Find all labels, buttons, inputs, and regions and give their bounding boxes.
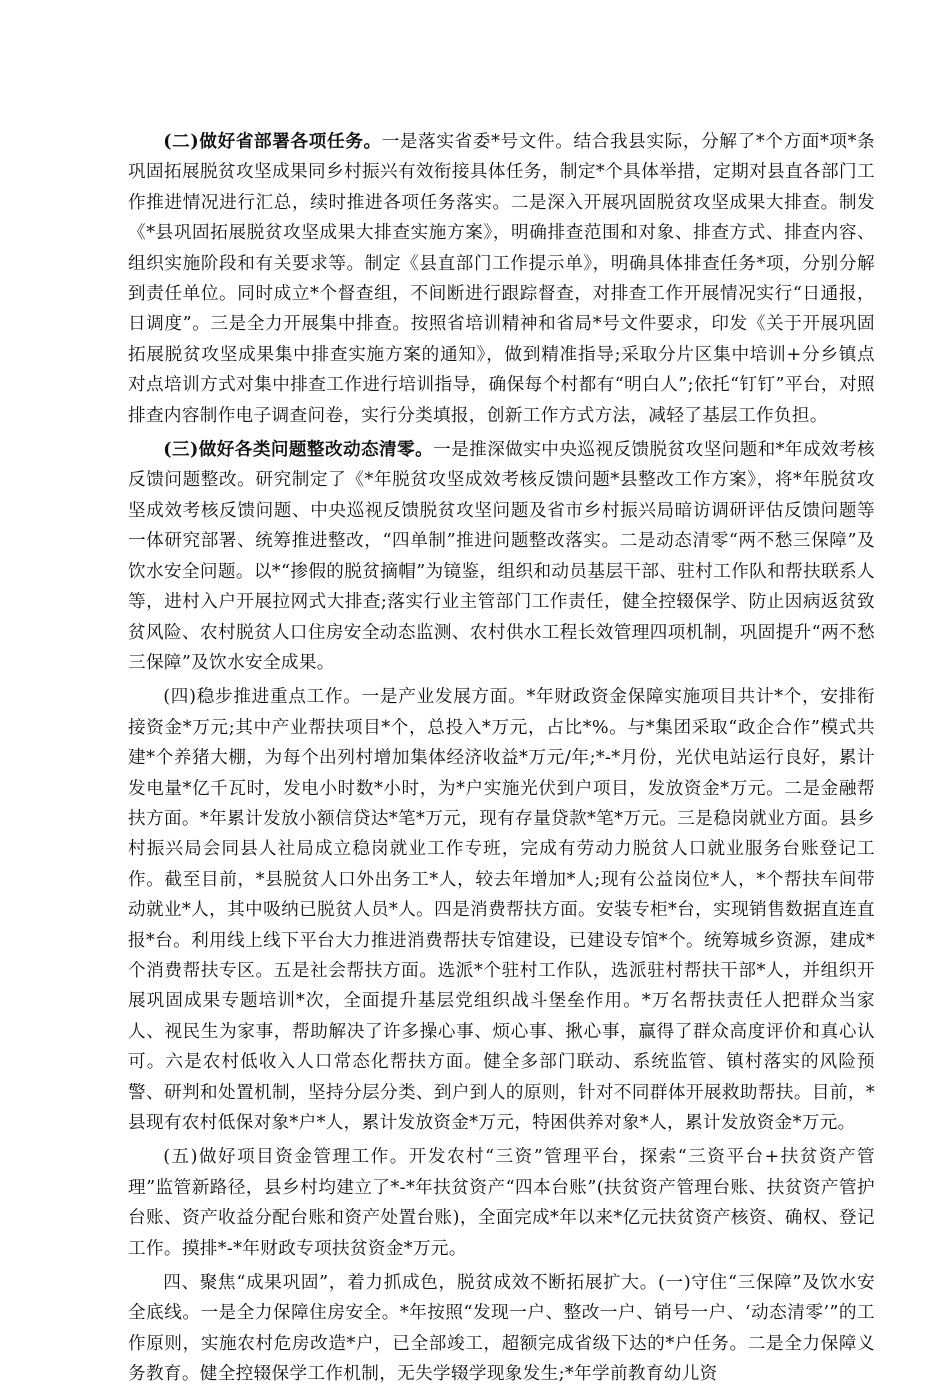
paragraph-heading: (三)做好各类问题整改动态清零。 (163, 439, 434, 461)
paragraph-text: (四)稳步推进重点工作。一是产业发展方面。*年财政资金保障实施项目共计*个，安排衔接资金*万元;其中产业帮扶项目*个，总投入*万元，占比*%。与*集团采取“政企合作”模式共建*个养猪大棚，为每个出列村增加集体经济收益*万元/年;*-*月份，光伏电站运行良好，累计发电量*亿千瓦时，发电小时数*小时，为*户实施光伏到户项目，发放资金*万元。二是金融帮扶方面。*年累计发放小额信贷达*笔*万元，现有存量贷款*笔*万元。三是稳岗就业方面。县乡村振兴局会同县人社局成立稳岗就业工作专班，完成有劳动力脱贫人口就业服务台账登记工作。截至目前，*县脱贫人口外出务工*人，较去年增加*人;现有公益岗位*人，*个帮扶车间带动就业*人，其中吸纳已脱贫人员*人。四是消费帮扶方面。安装专柜*台，实现销售数据直连直报*台。利用线上线下平台大力推进消费帮扶专馆建设，已建设专馆*个。统筹城乡资源，建成*个消费帮扶专区。五是社会帮扶方面。选派*个驻村工作队，选派驻村帮扶干部*人，并组织开展巩固成果专题培训*次，全面提升基层党组织战斗堡垒作用。*万名帮扶责任人把群众当家人、视民生为家事，帮助解决了许多操心事、烦心事、揪心事，赢得了群众高度评价和真心认可。六是农村低收入人口常态化帮扶方面。健全多部门联动、系统监管、镇村落实的风险预警、研判和处置机制，坚持分层分类、到户到人的原则，针对不同群体开展救助帮扶。目前，*县现有农村低保对象*户*人，累计发放资金*万元，特困供养对象*人，累计发放资金*万元。 (128, 687, 875, 1133)
paragraph-text: 一是落实省委*号文件。结合我县实际，分解了*个方面*项*条巩固拓展脱贫攻坚成果同乡村振兴有效衔接具体任务，制定*个具体举措，定期对县直各部门工作推进情况进行汇总，续时推进各项任务落实。二是深入开展巩固脱贫攻坚成果大排查。制发《*县巩固拓展脱贫攻坚成果大排查实施方案》，明确排查范围和对象、排查方式、排查内容、组织实施阶段和有关要求等。制定《县直部门工作提示单》，明确具体排查任务*项，分别分解到责任单位。同时成立*个督查组，不间断进行跟踪督查，对排查工作开展情况实行“日通报，日调度”。三是全力开展集中排查。按照省培训精神和省局*号文件要求，印发《关于开展巩固拓展脱贫攻坚成果集中排查实施方案的通知》，做到精准指导;采取分片区集中培训+分乡镇点对点培训方式对集中排查工作进行培训指导，确保每个村都有“明白人”;依托“钉钉”平台，对照排查内容制作电子调查问卷，实行分类填报，创新工作方式方法，减轻了基层工作负担。 (128, 132, 876, 426)
paragraph-text: (五)做好项目资金管理工作。开发农村“三资”管理平台，探索“三资平台+扶贫资产管理”监管新路径，县乡村均建立了*-*年扶贫资产“四本台账”(扶贫资产管理台账、扶贫资产管护台账、资产收益分配台账和资产处置台账)，全面完成*年以来*亿元扶贫资产核资、确权、登记工作。摸排*-*年财政专项扶贫资金*万元。 (128, 1147, 875, 1259)
paragraph-text: 一是推深做实中央巡视反馈脱贫攻坚问题和*年成效考核反馈问题整改。研究制定了《*年脱贫攻坚成效考核反馈问题*县整改工作方案》，将*年脱贫攻坚成效考核反馈问题、中央巡视反馈脱贫攻坚问题及省市乡村振兴局暗访调研评估反馈问题等一体研究部署、统筹推进整改，“四单制”推进问题整改落实。二是动态清零“两不愁三保障”及饮水安全问题。以*“掺假的脱贫摘帽”为镜鉴，组织和动员基层干部、驻村工作队和帮扶联系人等，进村入户开展拉网式大排查;落实行业主管部门工作责任，健全控辍保学、防止因病返贫致贫风险、农村脱贫人口住房安全动态监测、农村供水工程长效管理四项机制，巩固提升“两不愁三保障”及饮水安全成果。 (128, 440, 875, 673)
paragraph-section-four (128, 1268, 875, 1390)
document-body (128, 127, 875, 1390)
paragraph-fund-management (128, 1142, 875, 1264)
paragraph-provincial-tasks (128, 127, 875, 431)
paragraph-text: 四、聚焦“成果巩固”，着力抓成色，脱贫成效不断拓展扩大。(一)守住“三保障”及饮水安全底线。一是全力保障住房安全。*年按照“发现一户、整改一户、销号一户、‘动态清零’”的工作原则，实施农村危房改造*户，已全部竣工，超额完成省级下达的*户任务。二是全力保障义务教育。健全控辍保学工作机制，无失学辍学现象发生;*年学前教育幼儿资 (128, 1273, 875, 1385)
paragraph-heading: (二)做好省部署各项任务。 (163, 131, 382, 152)
paragraph-key-work (128, 682, 875, 1138)
paragraph-problem-rectification (128, 435, 875, 678)
